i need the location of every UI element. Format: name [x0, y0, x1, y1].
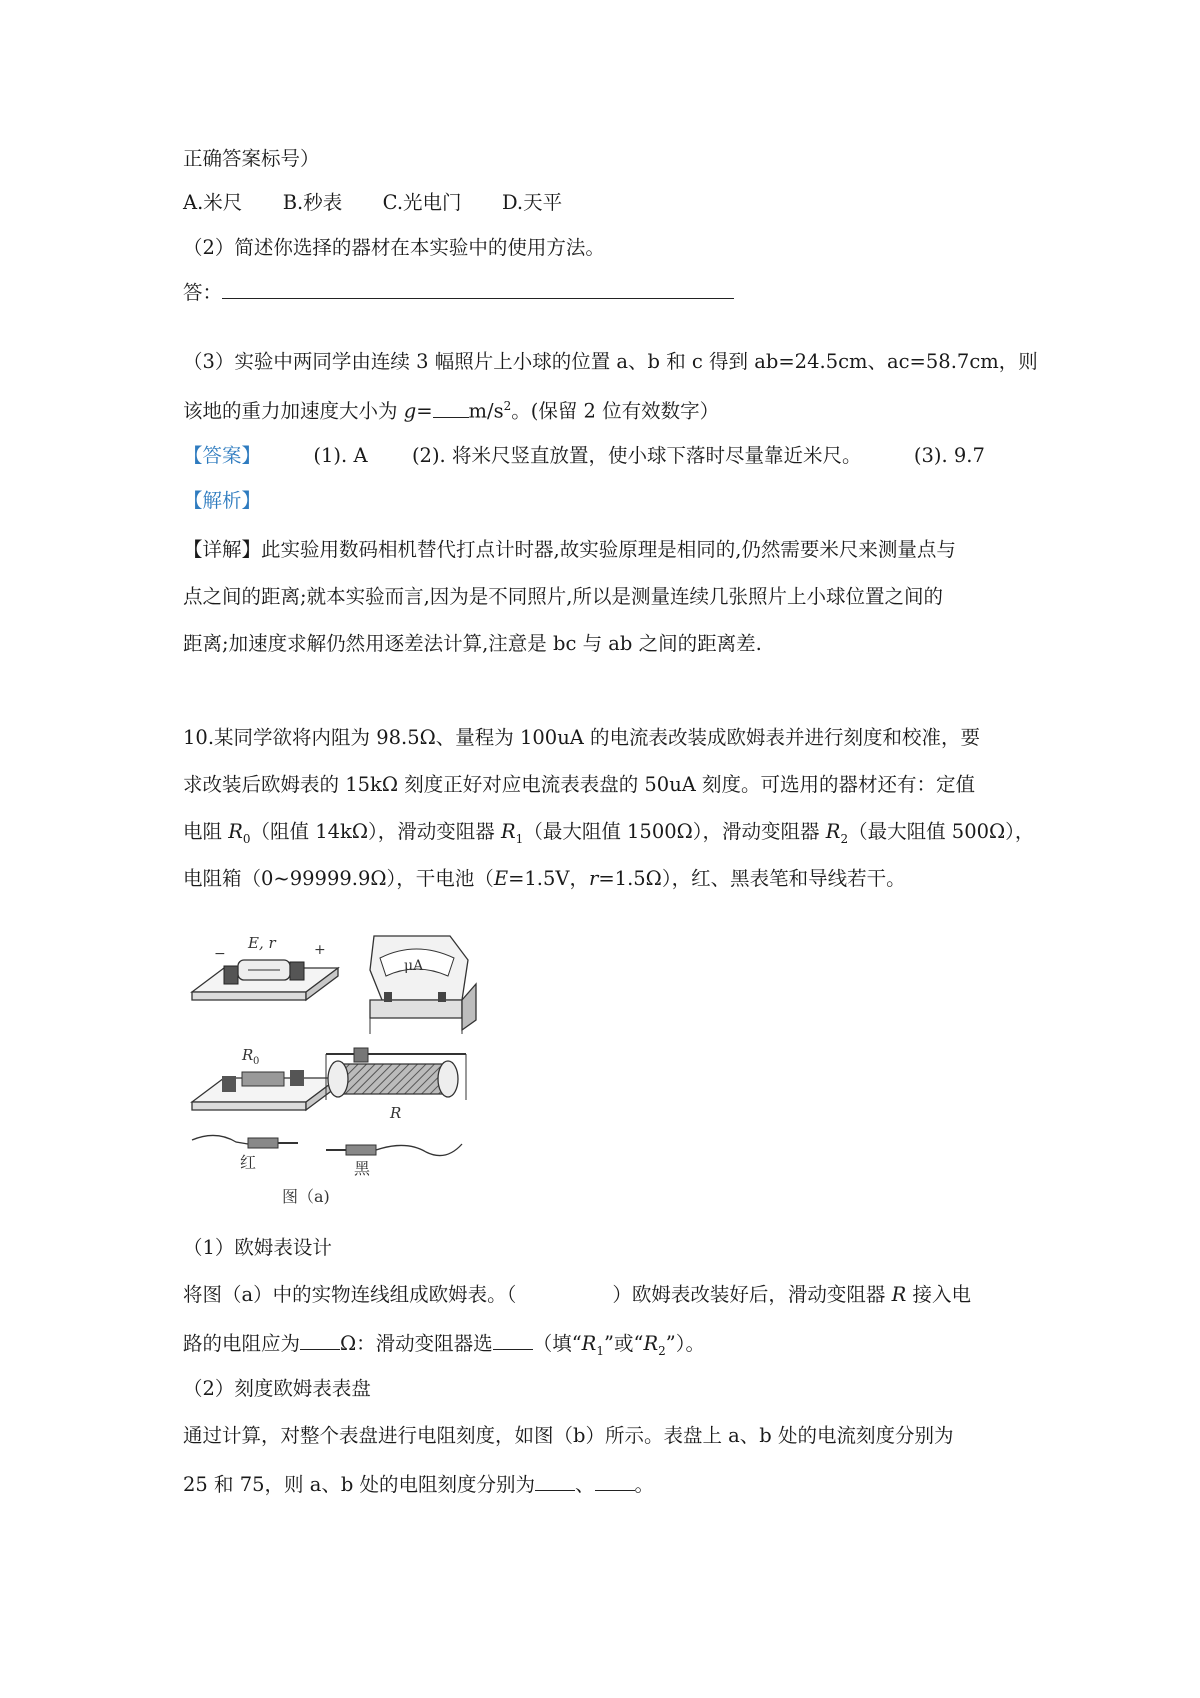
red-probe-label: 红 [240, 1153, 257, 1172]
microammeter-diagram [370, 936, 476, 1034]
black-probe-label: 黑 [354, 1159, 371, 1178]
detail-line-1: 【详解】此实验用数码相机替代打点计时器,故实验原理是相同的,仍然需要米尺来测量点与 [183, 538, 956, 561]
section-2-line-2: 25 和 75，则 a、b 处的电阻刻度分别为 、 。 [183, 1470, 654, 1498]
resistor-r0-diagram [192, 1046, 338, 1110]
question-3-line-1: （3）实验中两同学由连续 3 幅照片上小球的位置 a、b 和 c 得到 ab=24.5cm、ac=58.7cm，则 [183, 350, 1038, 373]
rheostat-blank [493, 1329, 533, 1350]
battery-diagram [192, 934, 338, 1000]
text-line: 正确答案标号） [183, 147, 320, 170]
answer-2: (2). 将米尺竖直放置，使小球下落时尽量靠近米尺。 [411, 444, 862, 467]
section-2-heading: （2）刻度欧姆表表盘 [183, 1377, 371, 1400]
battery-minus: − [214, 946, 226, 962]
section-2-line-1: 通过计算，对整个表盘进行电阻刻度，如图（b）所示。表盘上 a、b 处的电流刻度分别为 [183, 1424, 954, 1447]
option-c: C.光电门 [382, 191, 462, 214]
r0-label: R [242, 1046, 254, 1064]
answer-blank [222, 278, 734, 299]
option-b: B.秒表 [282, 191, 343, 214]
option-a: A.米尺 [183, 191, 243, 214]
resistance-blank [300, 1329, 340, 1350]
detail-line-2: 点之间的距离;就本实验而言,因为是不同照片,所以是测量连续几张照片上小球位置之间的 [183, 585, 943, 608]
figure-caption: 图（a) [282, 1187, 330, 1206]
problem-10-line-3: 电阻 $R_0$（阻值 14kΩ），滑动变阻器 $R_1$（最大阻值 1500Ω），滑动变阻器 $R_2$（最大阻值 500Ω）， [183, 820, 1035, 846]
battery-plus: + [314, 942, 326, 958]
detail-line-3: 距离;加速度求解仍然用逐差法计算,注意是 bc 与 ab 之间的距离差. [183, 632, 762, 655]
question-3-line-2: 该地的重力加速度大小为 $g= m/s^2$。(保留 2 位有效数字） [183, 393, 719, 425]
options-line [183, 190, 562, 216]
section-1-line-1: 将图（a）中的实物连线组成欧姆表。（ ）欧姆表改装好后，滑动变阻器 R 接入电 [183, 1283, 971, 1306]
meter-label: μA [404, 958, 424, 974]
problem-10-line-1: 10.某同学欲将内阻为 98.5Ω、量程为 100uA 的电流表改装成欧姆表并进行刻度和校准，要 [183, 726, 981, 749]
red-probe-diagram [192, 1135, 298, 1172]
resistance-b-blank [595, 1470, 635, 1491]
answer-tag: 【答案】 [183, 444, 262, 467]
rheostat-diagram [326, 1048, 466, 1122]
answer-line: 答： [183, 278, 734, 306]
problem-10-line-2: 求改装后欧姆表的 15kΩ 刻度正好对应电流表表盘的 50uA 刻度。可选用的器材还有：定值 [183, 773, 976, 796]
g-blank [433, 397, 469, 418]
section-1-heading: （1）欧姆表设计 [183, 1236, 332, 1259]
black-probe-diagram [326, 1144, 462, 1178]
problem-10-line-4: 电阻箱（0~99999.9Ω），干电池（E=1.5V，r=1.5Ω），红、黑表笔和导线若干。 [183, 867, 906, 890]
figure-a [186, 930, 486, 1210]
battery-label: E, r [248, 934, 276, 952]
answer-1: (1). A [313, 444, 368, 467]
question-2: （2）简述你选择的器材在本实验中的使用方法。 [183, 236, 605, 259]
r0-label-sub: 0 [253, 1056, 260, 1067]
resistance-a-blank [535, 1470, 575, 1491]
answer-section [183, 443, 985, 469]
analysis-tag: 【解析】 [183, 489, 262, 512]
answer-3: (3). 9.7 [913, 444, 985, 467]
option-d: D.天平 [501, 191, 563, 214]
section-1-line-2: 路的电阻应为 Ω：滑动变阻器选 （填“$R_1$”或“$R_2$”）。 [183, 1329, 705, 1364]
rheostat-label: R [390, 1104, 402, 1122]
